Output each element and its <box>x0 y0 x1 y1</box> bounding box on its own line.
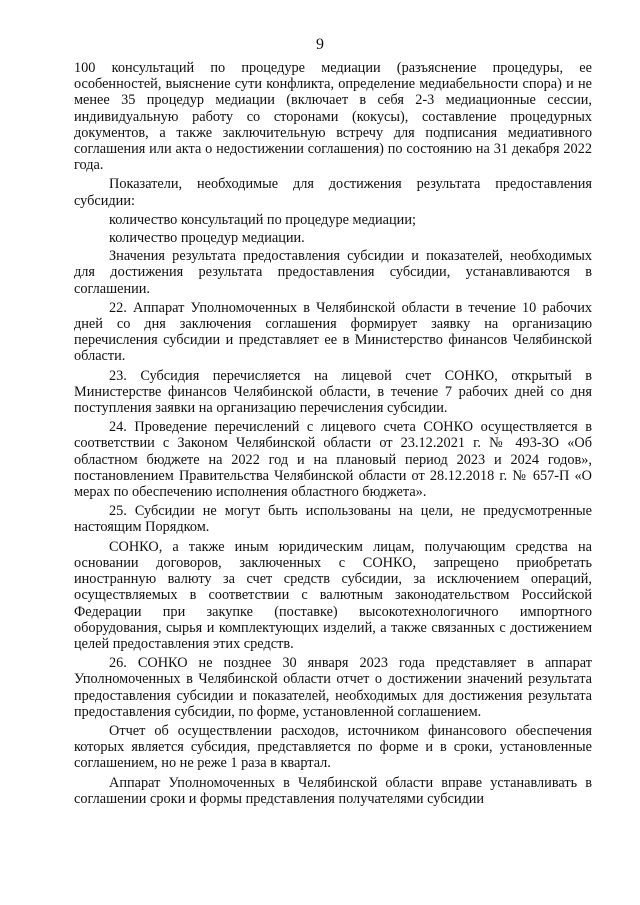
page-number: 9 <box>316 36 324 53</box>
paragraph-24: 24. Проведение перечислений с лицевого счета СОНКО осуществляется в соответствии с Законом Челябинской области от 23.12.2021 г. № 493-ЗО «Об областном бюджете на 2022 год и на плановый период 2023 и 2024 годов», постановлением Правительства Челябинской области от 28.12.2018 г. № 657-П «О мерах по обеспечению исполнения областного бюджета». <box>74 419 592 501</box>
list-item-procedures: количество процедур медиации. <box>109 230 305 247</box>
paragraph-23: 23. Субсидия перечисляется на лицевой счет СОНКО, открытый в Министерстве финансов Челябинской области, в течение 7 рабочих дней со дня поступления заявки на организацию перечисления субсидии. <box>74 367 592 417</box>
paragraph-reporting-terms: Аппарат Уполномоченных в Челябинской области вправе устанавливать в соглашении сроки и формы представления получателями субсидии <box>74 774 592 807</box>
paragraph-currency-restriction: СОНКО, а также иным юридическим лицам, получающим средства на основании договоров, заключенных с СОНКО, запрещено приобретать иностранную валюту за счет средств субсидии, за исключением операций, осуществляемых в соответствии с валютным законодательством Российской Федерации при закупке (поставке) высокотехнологичного импортного оборудования, сырья и комплектующих изделий, а также связанных с достижением целей предоставления этих средств. <box>74 538 592 652</box>
document-body <box>74 60 592 810</box>
paragraph-expense-report: Отчет об осуществлении расходов, источником финансового обеспечения которых является субсидия, представляется по форме и в сроки, установленные соглашением, но не реже 1 раза в квартал. <box>74 722 592 772</box>
paragraph-values-agreement: Значения результата предоставления субсидии и показателей, необходимых для достижения результата предоставления субсидии, устанавливаются в соглашении. <box>74 248 592 297</box>
paragraph-medication-targets: 100 консультаций по процедуре медиации (разъяснение процедуры, ее особенностей, выяснение сути конфликта, определение медиабельности спора) и не менее 35 процедур медиации (включает в себя 2-3 медиационные сессии, индивидуальную работу со сторонами (кокусы), составление процедурных документов, а также заключительную встречу для подписания медиативного соглашения или акта о недостижении соглашения) по состоянию на 31 декабря 2022 года. <box>74 60 592 174</box>
list-item-consultations: количество консультаций по процедуре медиации; <box>109 211 416 228</box>
paragraph-indicators-intro: Показатели, необходимые для достижения результата предоставления субсидии: <box>74 176 592 209</box>
paragraph-26: 26. СОНКО не позднее 30 января 2023 года представляет в аппарат Уполномоченных в Челябинской области отчет о достижении значений результата предоставления субсидии и показателей, необходимых для достижения результата предоставления субсидии, по форме, установленной соглашением. <box>74 655 592 720</box>
paragraph-22: 22. Аппарат Уполномоченных в Челябинской области в течение 10 рабочих дней со дня заключения соглашения формирует заявку на организацию перечисления субсидии и представляет ее в Министерство финансов Челябинской области. <box>74 299 592 365</box>
paragraph-25: 25. Субсидии не могут быть использованы на цели, не предусмотренные настоящим Порядком. <box>74 503 592 536</box>
